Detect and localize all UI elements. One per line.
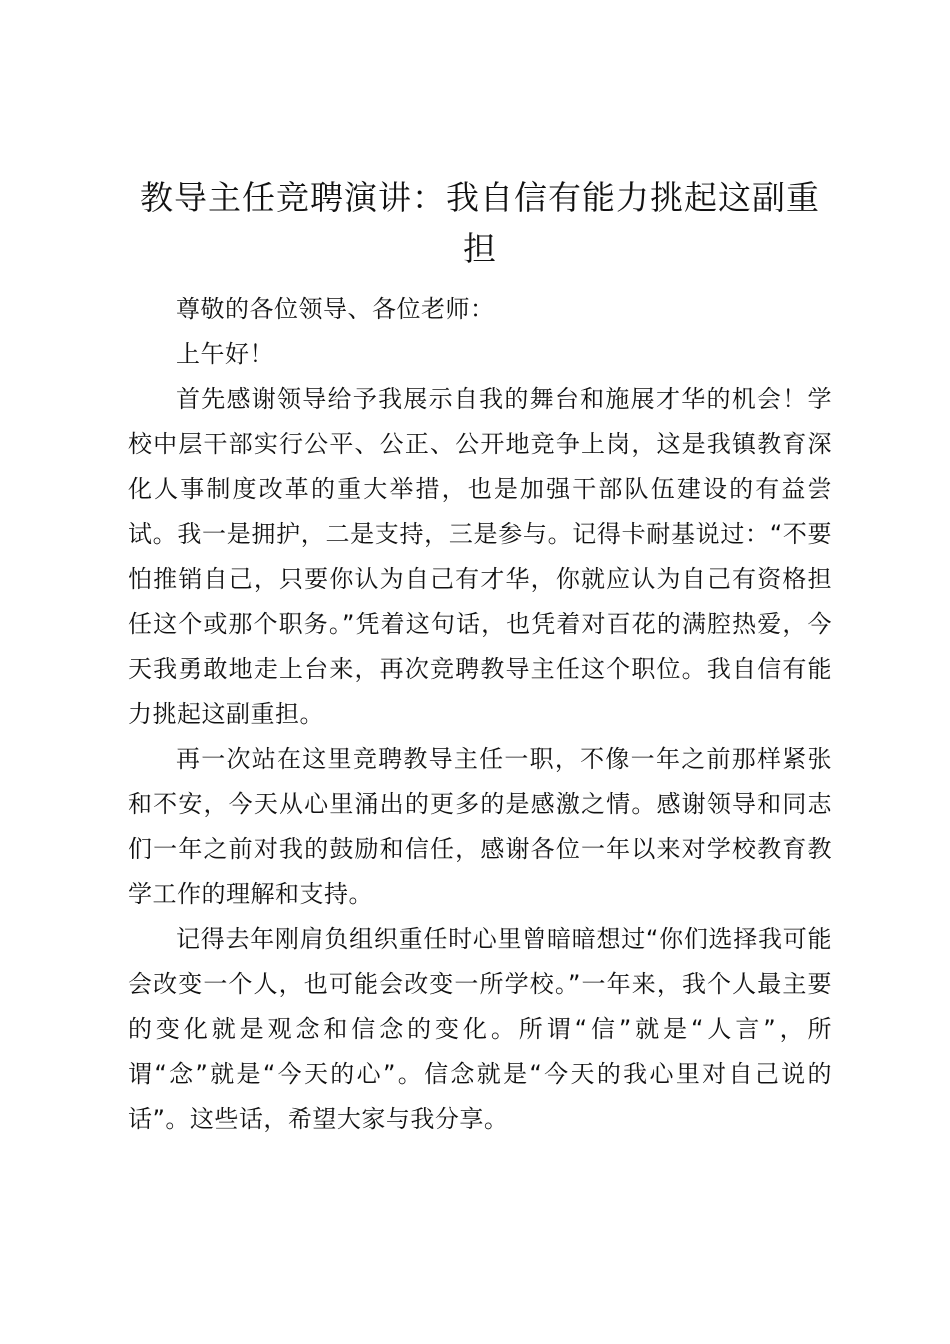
body-paragraph: 记得去年刚肩负组织重任时心里曾暗暗想过“你们选择我可能会改变一个人，也可能会改变一所学校。”一年来，我个人最主要的变化就是观念和信念的变化。所谓“信”就是“人言”，所谓“念”就是“今天的心”。信念就是“今天的我心里对自己说的话”。这些话，希望大家与我分享。: [128, 925, 832, 1133]
document-body: [128, 287, 832, 1142]
body-paragraph: 再一次站在这里竞聘教导主任一职，不像一年之前那样紧张和不安，今天从心里涌出的更多的是感激之情。感谢领导和同志们一年之前对我的鼓励和信任，感谢各位一年以来对学校教育教学工作的理解和支持。: [128, 745, 832, 908]
salutation-paragraph: 尊敬的各位领导、各位老师：: [176, 295, 495, 323]
document-page: [128, 172, 832, 1142]
document-title: 教导主任竞聘演讲：我自信有能力挑起这副重担: [140, 178, 820, 268]
body-paragraph: 首先感谢领导给予我展示自我的舞台和施展才华的机会！学校中层干部实行公平、公正、公开地竞争上岗，这是我镇教育深化人事制度改革的重大举措，也是加强干部队伍建设的有益尝试。我一是拥护，二是支持，三是参与。记得卡耐基说过：“不要怕推销自己，只要你认为自己有才华，你就应认为自己有资格担任这个或那个职务。”凭着这句话，也凭着对百花的满腔热爱，今天我勇敢地走上台来，再次竞聘教导主任这个职位。我自信有能力挑起这副重担。: [128, 385, 832, 728]
greeting-paragraph: 上午好！: [176, 340, 274, 368]
